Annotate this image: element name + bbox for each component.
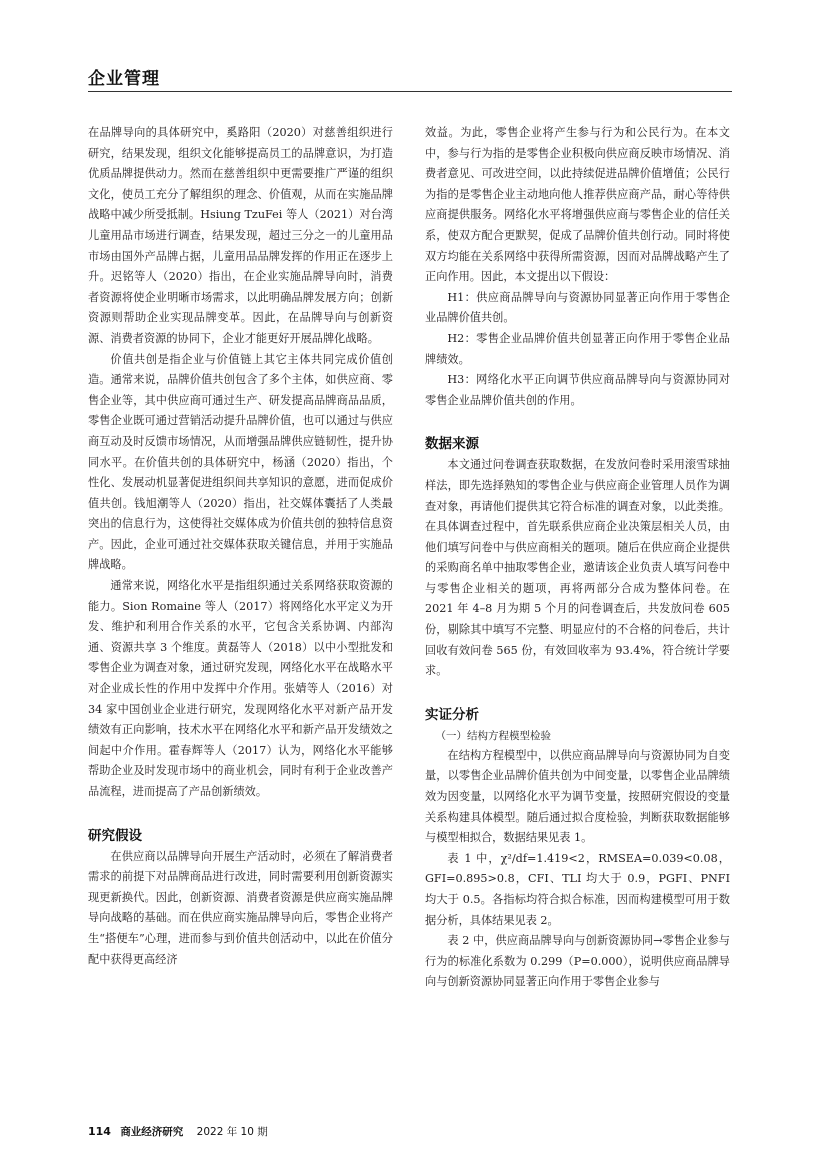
page-footer [88,1124,268,1139]
header-divider [88,91,732,92]
journal-name: 商业经济研究 [120,1126,184,1138]
paragraph: 在供应商以品牌导向开展生产活动时，必须在了解消费者需求的前提下对品牌商品进行改进，同时需要利用创新资源实现更新换代。因此，创新资源、消费者资源是供应商实施品牌导向战略的基础。而在供应商实施品牌导向后，零售企业将产生“搭便车”心理，进而参与到价值共创活动中，以此在价值分配中获得更高经济 [88,849,393,966]
paragraph: 效益。为此，零售企业将产生参与行为和公民行为。在本文中，参与行为指的是零售企业积极向供应商反映市场情况、消费者意见、可改进空间，以此持续促进品牌价值增值；公民行为指的是零售企业主动地向他人推荐供应商产品，耐心等待供应商提供服务。网络化水平将增强供应商与零售企业的信任关系，使双方配合更默契，促成了品牌价值共创行动。同时将使双方均能在关系网络中获得所需资源，因而对品牌战略产生了正向作用。因此，本文提出以下假设： [425,126,730,284]
section-title: 企业管理 [88,69,160,89]
right-column [425,123,730,993]
paragraph: 本文通过问卷调查获取数据，在发放问卷时采用滚雪球抽样法，即先选择熟知的零售企业与供应商企业管理人员作为调查对象，再请他们提供其它符合标准的调查对象，以此类推。在具体调查过程中，首先联系供应商企业决策层相关人员，由他们填写问卷中与供应商相关的题项。随后在供应商企业提供的采购商名单中抽取零售企业，邀请该企业负责人填写问卷中与零售企业相关的题项，再将两部分合成为整体问卷。在 2021 年 4–8 月为期 5 个月的问卷调查后，共发放问卷 605 份，剔除其中填写不完整、明显应付的不合格的问卷后，共计回收有效问卷 565 份，有效回收率为 93.4%，符合统计学要求。 [425,458,730,678]
hypothesis-h2: H2：零售企业品牌价值共创显著正向作用于零售企业品牌绩效。 [425,331,730,366]
page-number: 114 [88,1125,111,1138]
paragraph: 表 1 中，χ²/df=1.419<2，RMSEA=0.039<0.08，GFI=0.895>0.8，CFI、TLI 均大于 0.9，PGFI、PNFI 均大于 0.5。各指标均符合拟合标准，因而构建模型可用于数据分析，具体结果见表 2。 [425,851,730,927]
paragraph: 价值共创是指企业与价值链上其它主体共同完成价值创造。通常来说，品牌价值共创包含了多个主体，如供应商、零售企业等，其中供应商可通过生产、研发提高品牌商品品质，零售企业既可通过营销活动提升品牌价值，也可以通过与供应商互动及时反馈市场情况，从而增强品牌供应链韧性，提升协同水平。在价值共创的具体研究中，杨涵（2020）指出，个性化、发展动机显著促进组织间共享知识的意愿，进而促成价值共创。钱旭潮等人（2020）指出，社交媒体囊括了人类最突出的信息行为，这使得社交媒体成为价值共创的独特信息资产。因此，企业可通过社交媒体获取关键信息，并用于实施品牌战略。 [88,352,393,572]
section-heading-hypothesis: 研究假设 [88,827,142,844]
paragraph: 在结构方程模型中，以供应商品牌导向与资源协同为自变量，以零售企业品牌价值共创为中间变量，以零售企业品牌绩效为因变量，以网络化水平为调节变量，按照研究假设的变量关系构建具体模型。随后通过拟合度检验，判断获取数据能够与模型相拟合，数据结果见表 1。 [425,748,730,845]
paragraph: 在品牌导向的具体研究中，奚路阳（2020）对慈善组织进行研究，结果发现，组织文化能够提高员工的品牌意识，为打造优质品牌提供动力。然而在慈善组织中更需要推广严谨的组织文化，使员工充分了解组织的理念、价值观，从而在实施品牌战略中减少所受抵制。Hsiung TzuFei 等人（2021）对台湾儿童用品市场进行调查，结果发现，超过三分之一的儿童用品市场由国外产品牌占据，儿童用品品牌发挥的作用正在逐步上升。迟铭等人（2020）指出，在企业实施品牌导向时，消费者资源将使企业明晰市场需求，以此明确品牌发展方向；创新资源则帮助企业实现品牌变革。因此，在品牌导向与创新资源、消费者资源的协同下，企业才能更好开展品牌化战略。 [88,126,393,345]
section-heading-data: 数据来源 [425,436,479,453]
subsection-heading: （一）结构方程模型检验 [435,729,551,742]
hypothesis-h3: H3：网络化水平正向调节供应商品牌导向与资源协同对零售企业品牌价值共创的作用。 [425,373,730,407]
paragraph: 通常来说，网络化水平是指组织通过关系网络获取资源的能力。Sion Romaine 等人（2017）将网络化水平定义为开发、维护和利用合作关系的水平，它包含关系协调、内部沟通、资源共享 3 个维度。黄磊等人（2018）以中小型批发和零售企业为调查对象，通过研究发现，网络化水平在战略水平对企业成长性的作用中发挥中介作用。张婧等人（2016）对 34 家中国创业企业进行研究，发现网络化水平对新产品开发绩效有正向影响，技术水平在网络化水平和新产品开发绩效之间起中介作用。霍春辉等人（2017）认为，网络化水平能够帮助企业及时发现市场中的商业机会，同时有利于企业改善产品流程，进而提高了产品创新绩效。 [88,579,393,798]
left-column [88,123,393,970]
paragraph: 表 2 中，供应商品牌导向与创新资源协同→零售企业参与行为的标准化系数为 0.299（P=0.000），说明供应商品牌导向与创新资源协同显著正向作用于零售企业参与 [425,934,730,989]
hypothesis-h1: H1：供应商品牌导向与资源协同显著正向作用于零售企业品牌价值共创。 [425,290,730,325]
issue-label: 2022 年 10 期 [196,1126,268,1138]
section-heading-empirical: 实证分析 [425,706,479,723]
